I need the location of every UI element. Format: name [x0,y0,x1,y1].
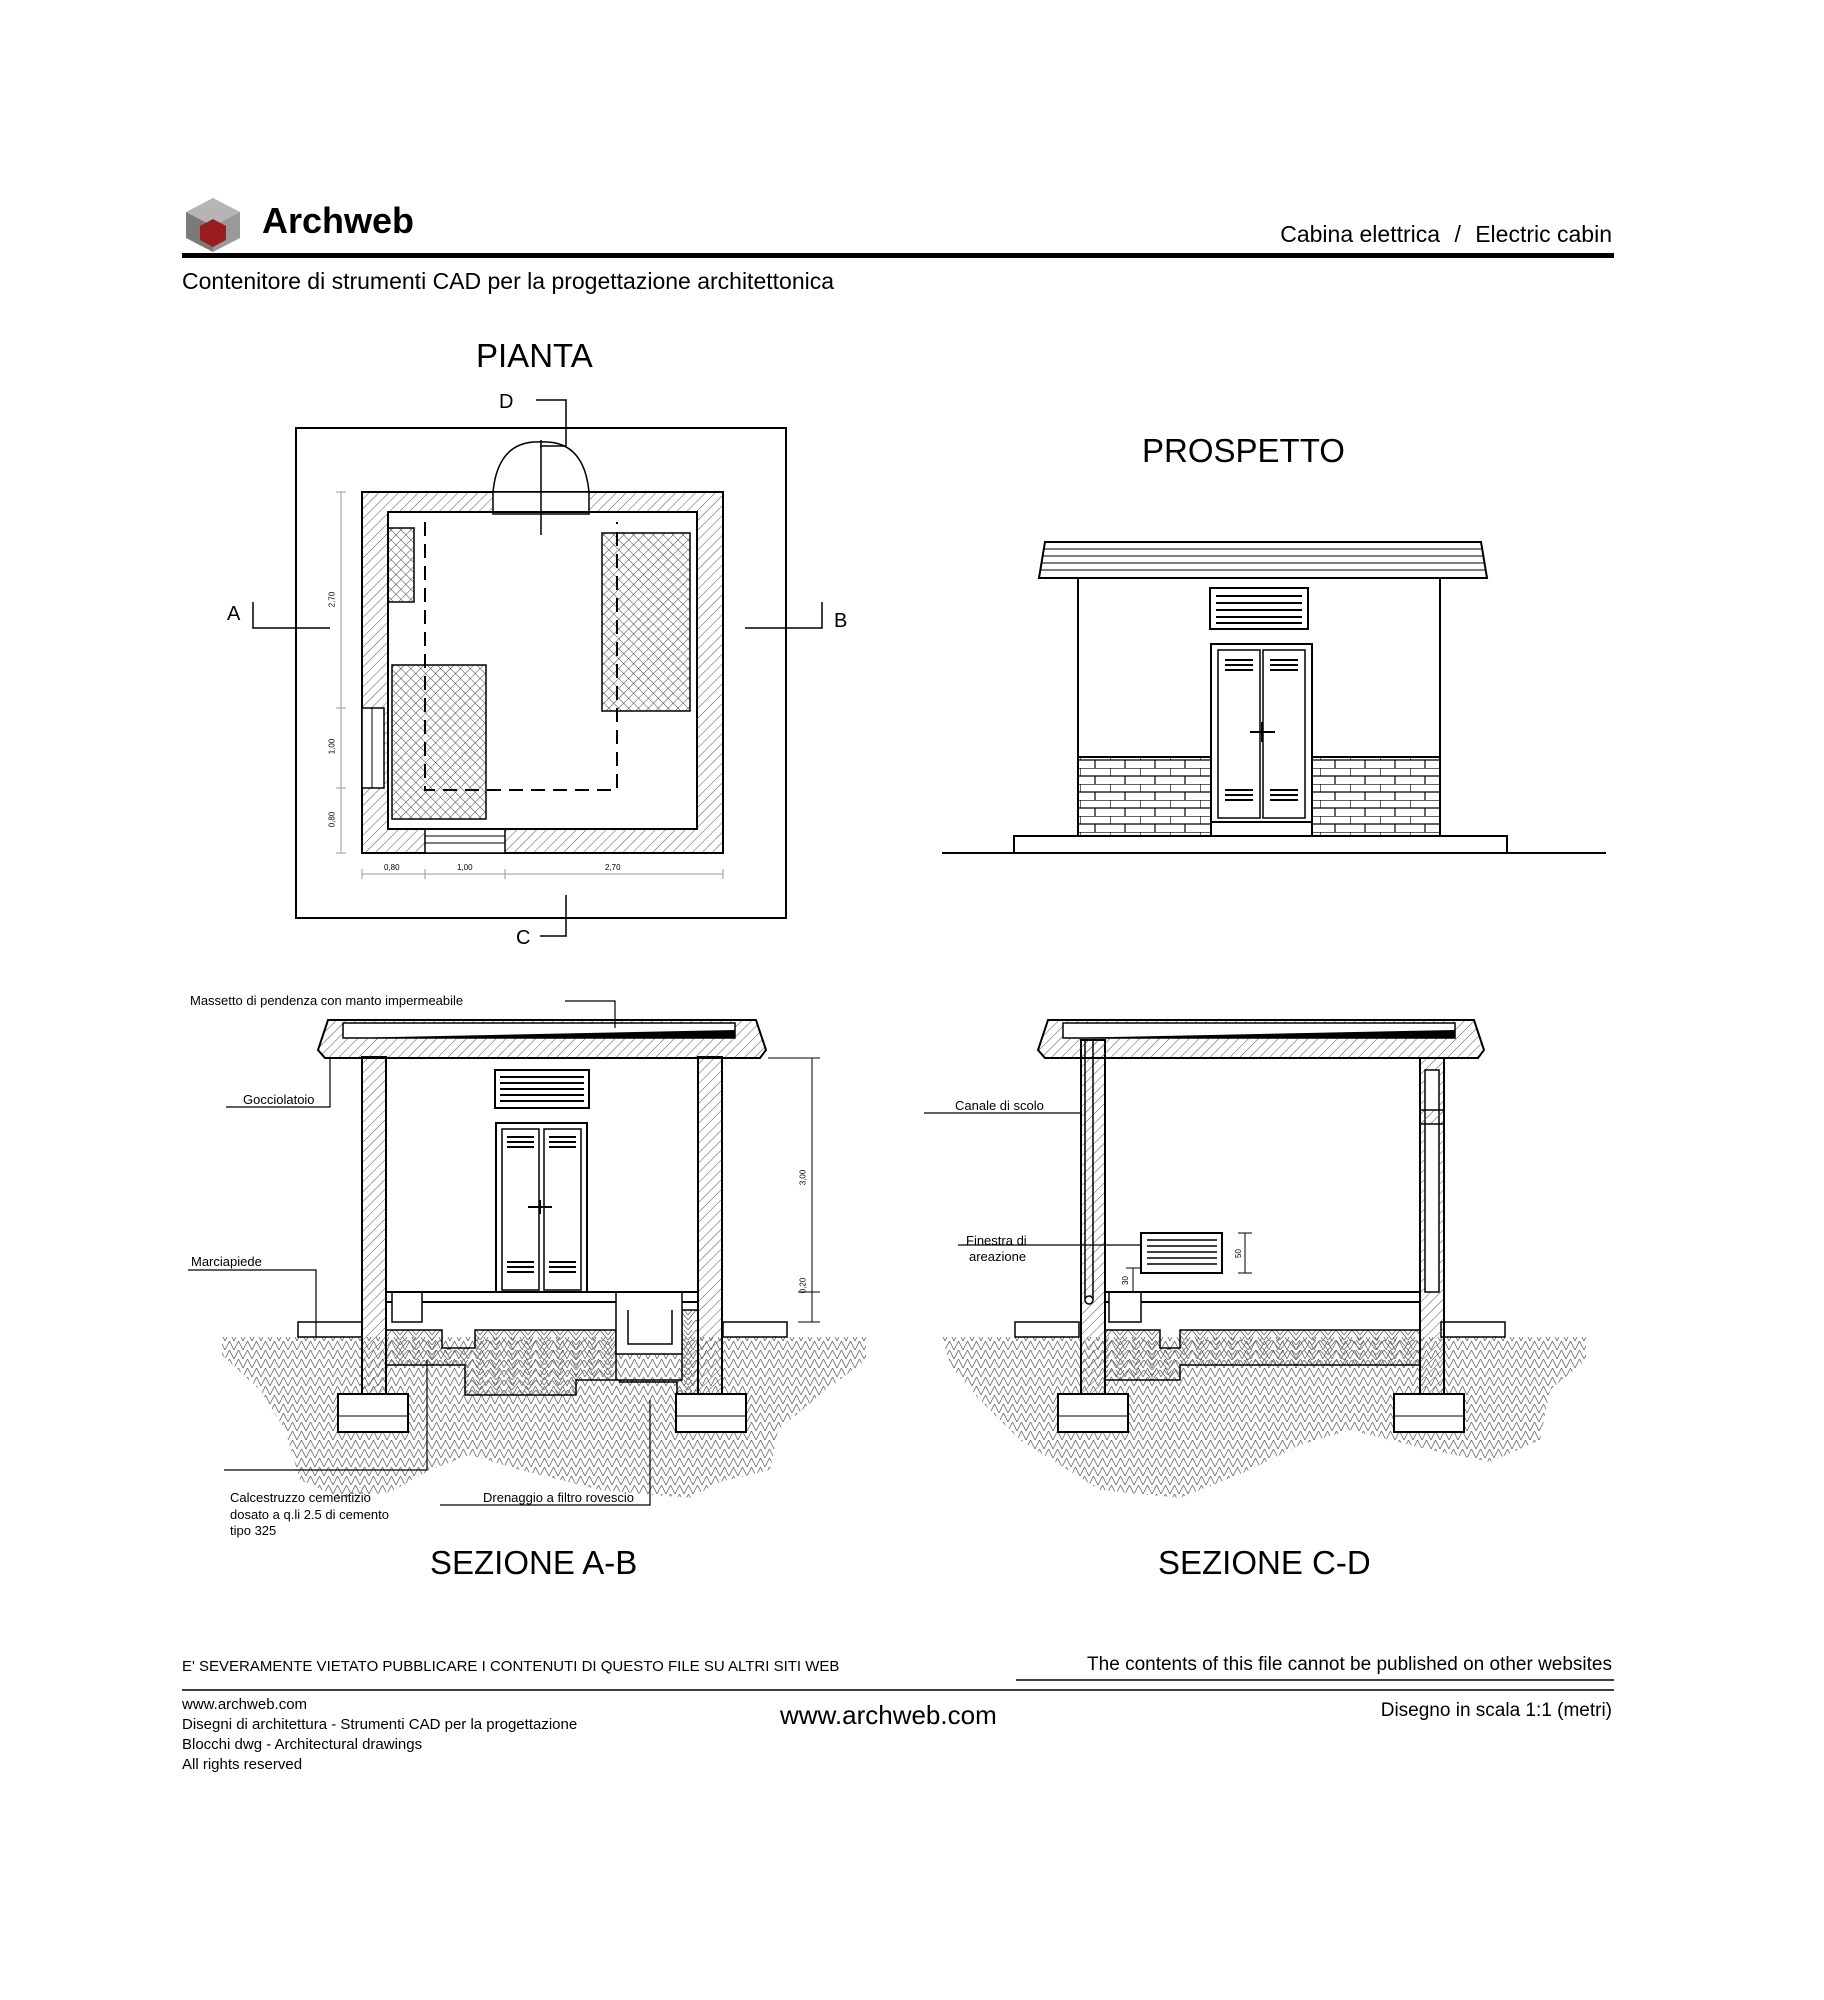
section-marker-b: B [834,610,848,632]
section-marker-d: D [499,391,514,413]
section-marker-c: C [516,927,531,949]
footer-scale: Disegno in scala 1:1 (metri) [1380,1700,1612,1721]
dim-v-1: 2,70 [327,591,337,608]
dim-sill: 30 [1120,1276,1130,1285]
label-concrete-3: tipo 325 [230,1523,277,1538]
footer-line-4: All rights reserved [182,1756,303,1773]
footer-website[interactable]: www.archweb.com [780,1700,997,1730]
plan-view [253,400,822,936]
label-concrete-1: Calcestruzzo cementizio [230,1490,371,1505]
dim-h-1: 0,80 [384,863,400,872]
elevation-view [942,542,1606,853]
section-ab-title: SEZIONE A-B [430,1544,638,1581]
dim-v-2: 1,00 [327,738,337,755]
drawing-title-en: Electric cabin [1475,221,1612,247]
footer-warning-en: The contents of this file cannot be published on other websites [1087,1654,1612,1675]
footer-line-1: www.archweb.com [182,1696,308,1713]
footer-line-2: Disegni di architettura - Strumenti CAD per la progettazione [182,1716,578,1733]
section-marker-a: A [227,603,241,625]
section-ab-view [188,1001,866,1505]
dim-h-2: 1,00 [457,863,473,872]
tagline: Contenitore di strumenti CAD per la progettazione architettonica [182,268,835,294]
label-sidewalk: Marciapiede [191,1254,262,1269]
label-concrete-2: dosato a q.li 2.5 di cemento [230,1507,389,1522]
label-drainage: Drenaggio a filtro rovescio [483,1490,635,1505]
label-window-2: areazione [969,1249,1027,1264]
title-separator: / [1454,221,1461,247]
label-window-1: Finestra di [966,1233,1027,1248]
label-drip: Gocciolatoio [243,1092,315,1107]
label-channel: Canale di scolo [955,1098,1044,1113]
dim-v-3: 0,80 [327,811,337,828]
footer-line-3: Blocchi dwg - Architectural drawings [182,1736,423,1753]
drawing-title [1280,221,1612,248]
footer-warning-it: E' SEVERAMENTE VIETATO PUBBLICARE I CONTENUTI DI QUESTO FILE SU ALTRI SITI WEB [182,1658,840,1675]
elevation-title: PROSPETTO [1142,432,1345,469]
drawing-title-it: Cabina elettrica [1280,221,1441,247]
archweb-logo [186,198,240,252]
dim-h-3: 2,70 [605,863,621,872]
dim-base: 0,20 [798,1277,808,1294]
dim-height: 3,00 [798,1169,808,1186]
plan-title: PIANTA [476,337,593,374]
dim-window: 50 [1233,1249,1243,1258]
brand-name: Archweb [262,200,415,241]
label-screed: Massetto di pendenza con manto impermeabile [190,993,464,1008]
section-cd-title: SEZIONE C-D [1158,1544,1371,1581]
header-rule [182,253,1614,258]
